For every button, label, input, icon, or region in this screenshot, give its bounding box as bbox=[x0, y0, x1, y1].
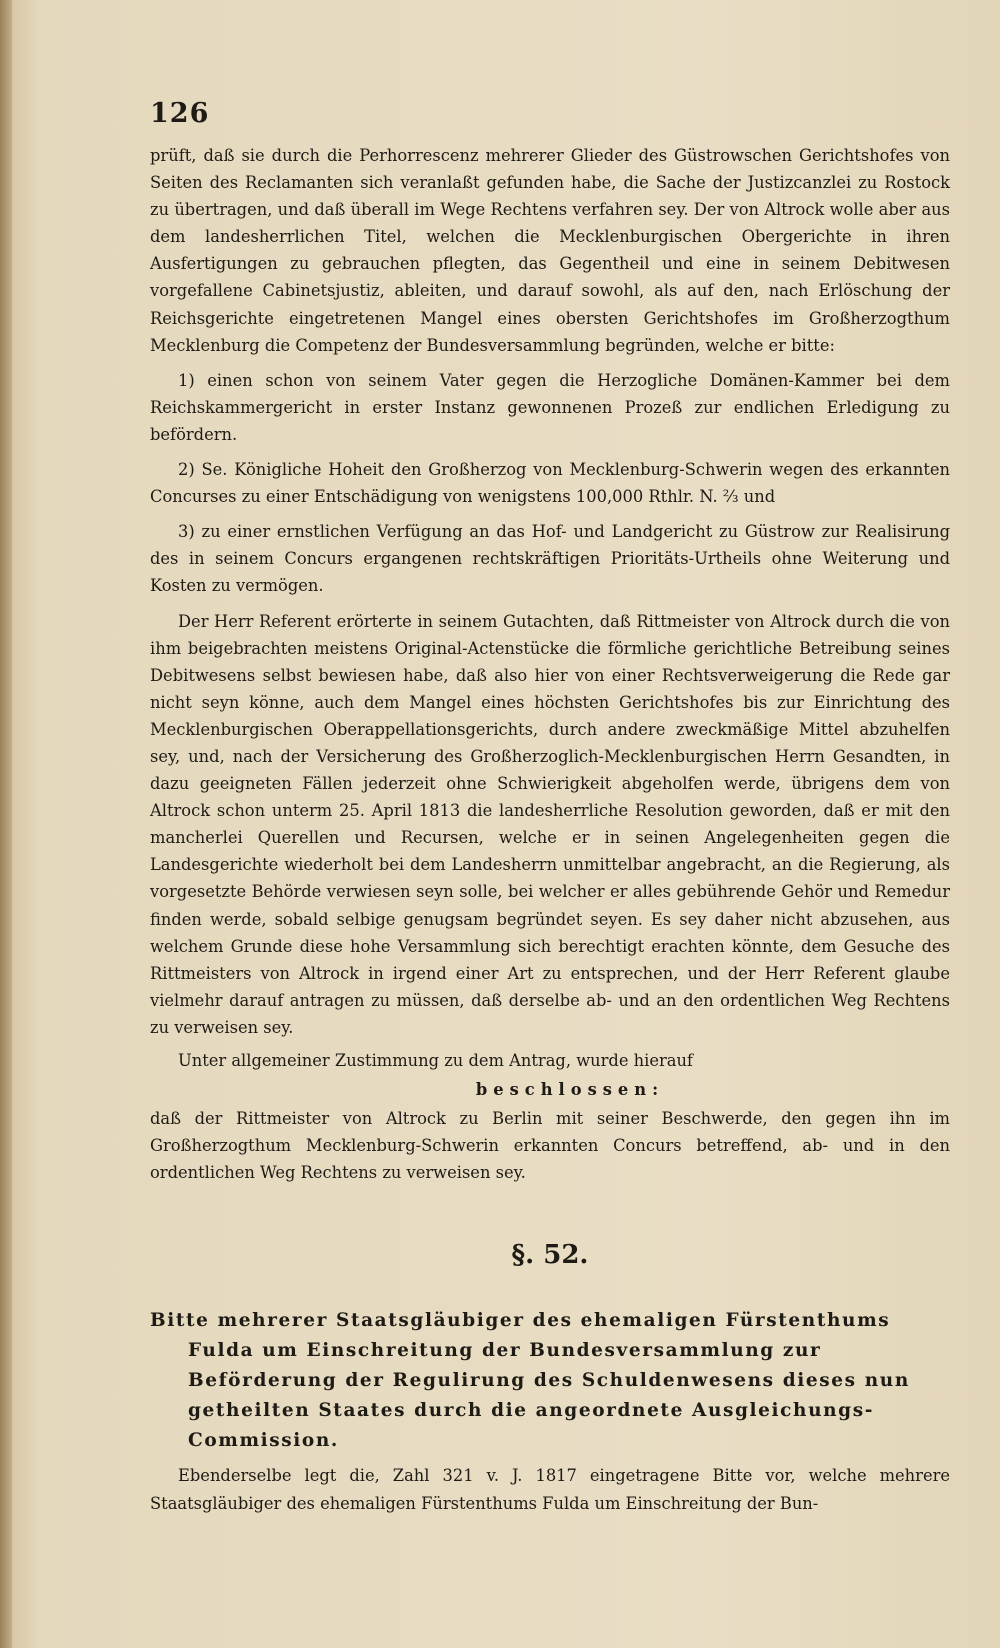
page-number: 126 bbox=[150, 98, 210, 129]
resolution-text: daß der Rittmeister von Altrock zu Berlin mit seiner Beschwerde, den gegen ihn im Großherzogthum Mecklenburg-Schwerin erkannten Concurs betreffend, ab- und in den ordentlichen Weg Rechtens zu verweisen sey. bbox=[150, 1109, 950, 1183]
section-paragraph: Ebenderselbe legt die, Zahl 321 v. J. 1817 eingetragene Bitte vor, welche mehrere Staatsgläubiger des ehemaligen Fürstenthums Fulda um Einschreitung der Bun- bbox=[150, 1466, 950, 1513]
paragraph-continuation: prüft, daß sie durch die Perhorrescenz mehrerer Glieder des Güstrowschen Gerichtshofes von Seiten des Reclamanten sich veranlaßt gefunden habe, die Sache der Justizcanzlei zu Rostock zu übertragen, und daß überall im Wege Rechtens verfahren sey. Der von Altrock wolle aber aus dem landesherrlichen Titel, welchen die Mecklenburgischen Obergerichte in ihren Ausfertigungen zu gebrauchen pflegten, das Gegentheil und eine in seinem Debitwesen vorgefallene Cabinetsjustiz, ableiten, und darauf sowohl, als auf den, nach Erlöschung der Reichsgerichte eingetretenen Mangel eines obersten Gerichtshofes im Großherzogthum Mecklenburg die Competenz der Bundesversammlung begründen, welche er bitte: bbox=[150, 146, 950, 355]
page-body bbox=[150, 142, 950, 1517]
book-spine-shadow bbox=[0, 0, 12, 1648]
referent-opinion: Der Herr Referent erörterte in seinem Gutachten, daß Rittmeister von Altrock durch die von ihm beigebrachten meistens Original-Actenstücke die förmliche gerichtliche Betreibung seines Debitwesens selbst bewiesen habe, daß also hier von einer Rechtsverweigerung die Rede gar nicht seyn könne, auch dem Mangel eines höchsten Gerichtshofes bis zur Einrichtung des Mecklenburgischen Oberappellationsgerichts, durch andere zweckmäßige Mittel abzuhelfen sey, und, nach der Versicherung des Großherzoglich-Mecklenburgischen Herrn Gesandten, in dazu geeigneten Fällen jederzeit ohne Schwierigkeit abgeholfen werde, übrigens dem von Altrock schon unterm 25. April 1813 die landesherrliche Resolution geworden, daß er mit den mancherlei Querellen und Recursen, welche er in seinen Angelegenheiten gegen die Landesgerichte wiederholt bei dem Landesherrn unmittelbar angebracht, an die Regierung, als vorgesetzte Behörde verwiesen seyn solle, bei welcher er alles gebührende Gehör und Remedur finden werde, sobald selbige genugsam begründet seyen. Es sey daher nicht abzusehen, aus welchem Grunde diese hohe Versammlung sich berechtigt erachten könnte, dem Gesuche des Rittmeisters von Altrock in irgend einer Art zu entsprechen, und der Herr Referent glaube vielmehr darauf antragen zu müssen, daß derselbe ab- und an den ordentlichen Weg Rechtens zu verweisen sey. bbox=[150, 611, 950, 1037]
request-item-2: 2) Se. Königliche Hoheit den Großherzog von Mecklenburg-Schwerin wegen des erkannten Concurses zu einer Entschädigung von wenigstens 100,000 Rthlr. N. ⅔ und bbox=[150, 460, 950, 507]
resolution-keyword: beschlossen: bbox=[475, 1080, 665, 1100]
resolution-intro: Unter allgemeiner Zustimmung zu dem Antrag, wurde hierauf bbox=[178, 1051, 693, 1070]
section-heading: Bitte mehrerer Staatsgläubiger des ehemaligen Fürstenthums Fulda um Einschreitung der Bundesversammlung zur Beförderung der Regulirung des Schuldenwesens dieses nun getheilten Staates durch die angeordnete Ausgleichungs-Commission. bbox=[150, 1310, 910, 1452]
section-number: §. 52. bbox=[511, 1240, 589, 1271]
request-item-3: 3) zu einer ernstlichen Verfügung an das Hof- und Landgericht zu Güstrow zur Realisirung des in seinem Concurs ergangenen rechtskräftigen Prioritäts-Urtheils ohne Weiterung und Kosten zu vermögen. bbox=[150, 522, 950, 596]
request-item-1: 1) einen schon von seinem Vater gegen die Herzogliche Domänen-Kammer bei dem Reichskammergericht in erster Instanz gewonnenen Prozeß zur endlichen Erledigung zu befördern. bbox=[150, 370, 950, 444]
